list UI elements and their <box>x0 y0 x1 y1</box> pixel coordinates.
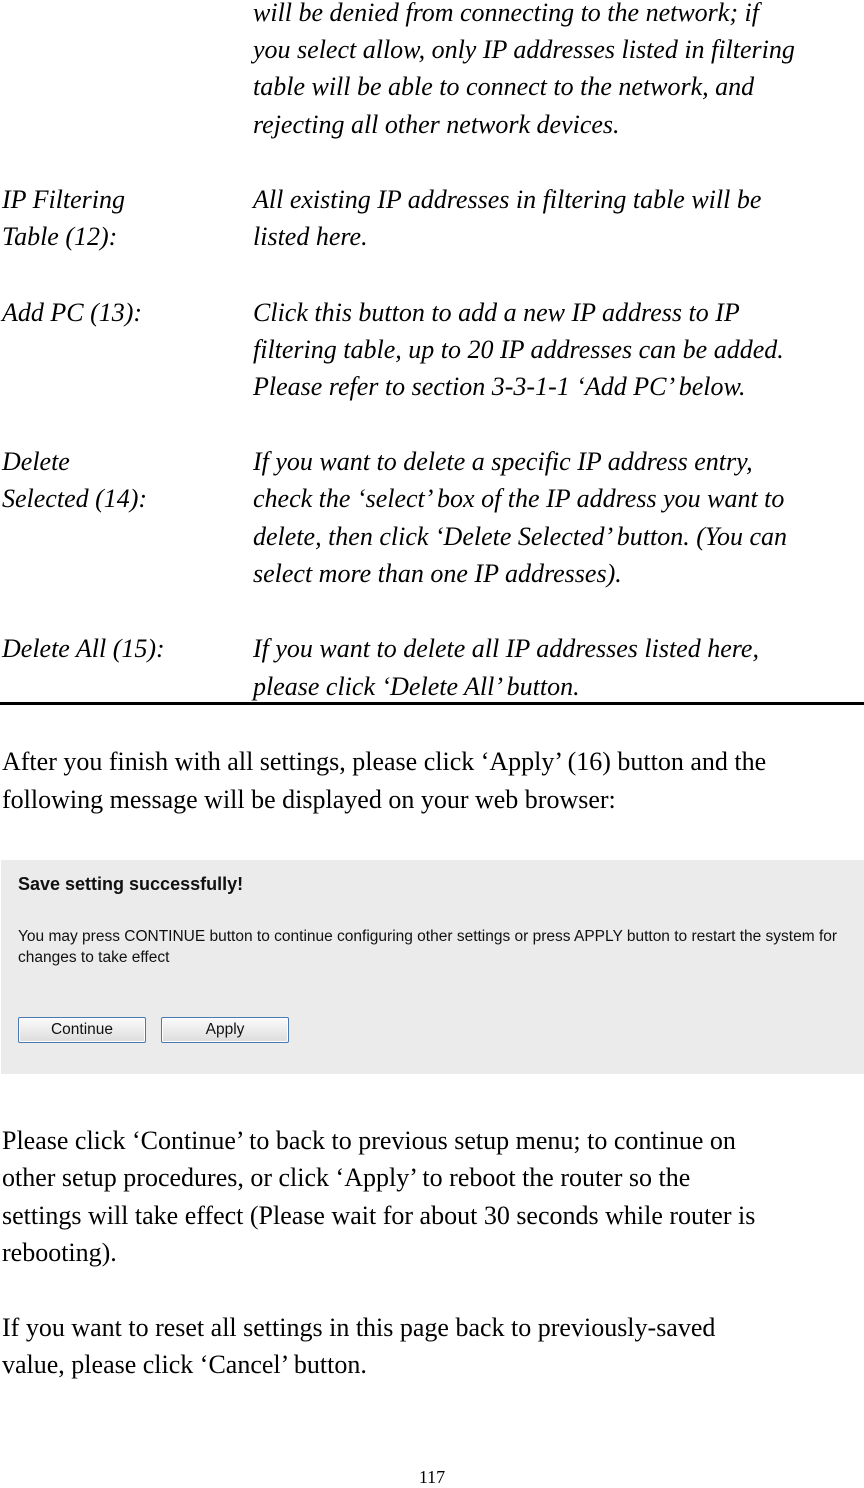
intro-line: will be denied from connecting to the network; if <box>253 0 759 27</box>
desc-delete-all: please click ‘Delete All’ button. <box>253 672 580 701</box>
table-bottom-rule <box>0 702 864 705</box>
desc-delete-selected: check the ‘select’ box of the IP address you want to <box>253 484 785 513</box>
desc-delete-selected: select more than one IP addresses). <box>253 559 622 588</box>
desc-delete-selected: If you want to delete a specific IP address entry, <box>253 447 753 476</box>
cancel-paragraph: If you want to reset all settings in this page back to previously-saved <box>2 1313 716 1342</box>
continue-paragraph: Please click ‘Continue’ to back to previous setup menu; to continue on <box>2 1126 736 1155</box>
cancel-paragraph: value, please click ‘Cancel’ button. <box>2 1350 367 1379</box>
term-add-pc: Add PC (13): <box>2 298 143 327</box>
after-apply-paragraph: following message will be displayed on your web browser: <box>2 785 616 814</box>
after-apply-paragraph: After you finish with all settings, please click ‘Apply’ (16) button and the <box>2 747 767 776</box>
desc-add-pc: Please refer to section 3-3-1-1 ‘Add PC’ below. <box>253 372 746 401</box>
term-ip-filtering-table: Table (12): <box>2 222 118 251</box>
term-ip-filtering-table: IP Filtering <box>2 185 126 214</box>
desc-add-pc: Click this button to add a new IP address to IP <box>253 298 740 327</box>
continue-paragraph: other setup procedures, or click ‘Apply’ to reboot the router so the <box>2 1163 691 1192</box>
page-number: 117 <box>418 1467 446 1487</box>
continue-paragraph: settings will take effect (Please wait for about 30 seconds while router is <box>2 1201 756 1230</box>
intro-line: table will be able to connect to the network, and <box>253 72 755 101</box>
intro-line: rejecting all other network devices. <box>253 110 620 139</box>
save-success-message: You may press CONTINUE button to continue configuring other settings or press APPLY button to restart the system for changes to take effect <box>18 928 838 966</box>
desc-add-pc: filtering table, up to 20 IP addresses can be added. <box>253 335 784 364</box>
term-delete-selected: Selected (14): <box>2 484 148 513</box>
desc-ip-filtering-table: All existing IP addresses in filtering table will be <box>253 185 762 214</box>
save-success-screenshot <box>1 860 864 1074</box>
continue-button[interactable]: Continue <box>18 1017 146 1043</box>
desc-ip-filtering-table: listed here. <box>253 222 368 251</box>
intro-line: you select allow, only IP addresses listed in filtering <box>253 35 795 64</box>
apply-button[interactable]: Apply <box>161 1017 289 1043</box>
term-delete-all: Delete All (15): <box>2 634 165 663</box>
desc-delete-all: If you want to delete all IP addresses listed here, <box>253 634 759 663</box>
save-success-title: Save setting successfully! <box>18 874 244 894</box>
desc-delete-selected: delete, then click ‘Delete Selected’ button. (You can <box>253 522 788 551</box>
continue-paragraph: rebooting). <box>2 1238 117 1267</box>
term-delete-selected: Delete <box>2 447 70 476</box>
